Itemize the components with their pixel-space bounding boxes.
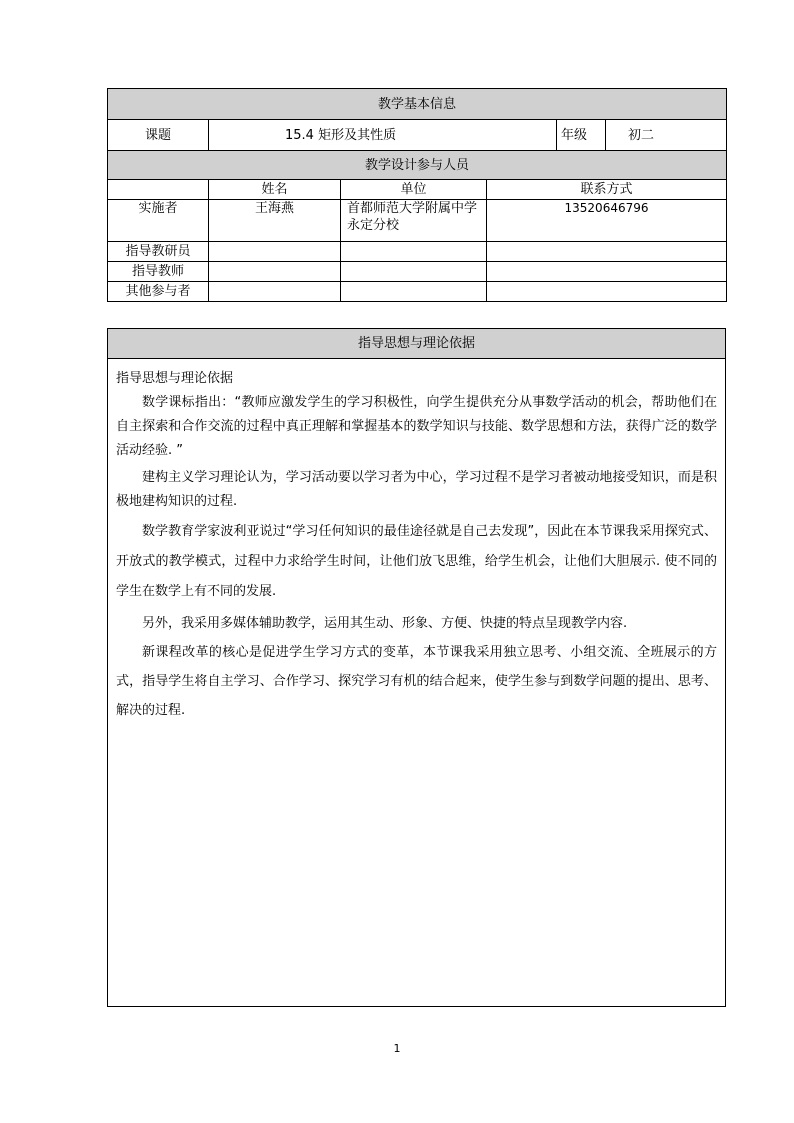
participant-unit: 首都师范大学附属中学永定分校 [341, 200, 487, 242]
page-number: 1 [393, 1042, 401, 1055]
participant-name [209, 262, 341, 282]
role-label: 其他参与者 [108, 282, 209, 302]
participant-contact [487, 262, 727, 282]
grade-value: 初二 [606, 120, 727, 151]
participants-title: 教学设计参与人员 [108, 151, 727, 180]
participant-contact: 13520646796 [487, 200, 727, 242]
participant-name [209, 242, 341, 262]
participant-name [209, 282, 341, 302]
column-header-contact: 联系方式 [487, 180, 727, 200]
guidance-body [108, 359, 725, 725]
participant-contact [487, 242, 727, 262]
basic-info-title: 教学基本信息 [108, 89, 727, 120]
guidance-header: 指导思想与理论依据 [108, 329, 725, 359]
topic-label: 课题 [108, 120, 209, 151]
guidance-paragraph: 新课程改革的核心是促进学生学习方式的变革，本节课我采用独立思考、小组交流、全班展示的方式，指导学生将自主学习、合作学习、探究学习有机的结合起来，使学生参与到数学问题的提出、思考、解决的过程. [116, 645, 717, 718]
guidance-paragraph: 建构主义学习理论认为，学习活动要以学习者为中心，学习过程不是学习者被动地接受知识，而是积极地建构知识的过程. [116, 470, 717, 509]
participants-header-blank [108, 180, 209, 200]
participant-unit [341, 282, 487, 302]
guidance-paragraph: 数学教育学家波利亚说过“学习任何知识的最佳途径就是自己去发现”，因此在本节课我采用探究式、开放式的教学模式，过程中力求给学生时间，让他们放飞思维，给学生机会，让他们大胆展示. 使不同的学生在数学上有不同的发展. [116, 524, 717, 599]
guidance-paragraph: 另外，我采用多媒体辅助教学，运用其生动、形象、方便、快捷的特点呈现教学内容. [142, 616, 628, 631]
grade-label: 年级 [557, 120, 606, 151]
role-label: 指导教师 [108, 262, 209, 282]
participant-name: 王海燕 [209, 200, 341, 242]
column-header-unit: 单位 [341, 180, 487, 200]
role-label: 实施者 [108, 200, 209, 242]
basic-info-table [107, 88, 727, 302]
role-label: 指导教研员 [108, 242, 209, 262]
topic-value: 15.4 矩形及其性质 [209, 120, 557, 151]
guidance-subtitle: 指导思想与理论依据 [116, 371, 234, 386]
column-header-name: 姓名 [209, 180, 341, 200]
guidance-paragraph: 数学课标指出：“教师应激发学生的学习积极性，向学生提供充分从事数学活动的机会，帮助他们在自主探索和合作交流的过程中真正理解和掌握基本的数学知识与技能、数学思想和方法，获得广泛的数学活动经验. ” [116, 395, 717, 458]
participant-unit [341, 242, 487, 262]
guidance-section [107, 328, 726, 1007]
participant-unit [341, 262, 487, 282]
participant-contact [487, 282, 727, 302]
